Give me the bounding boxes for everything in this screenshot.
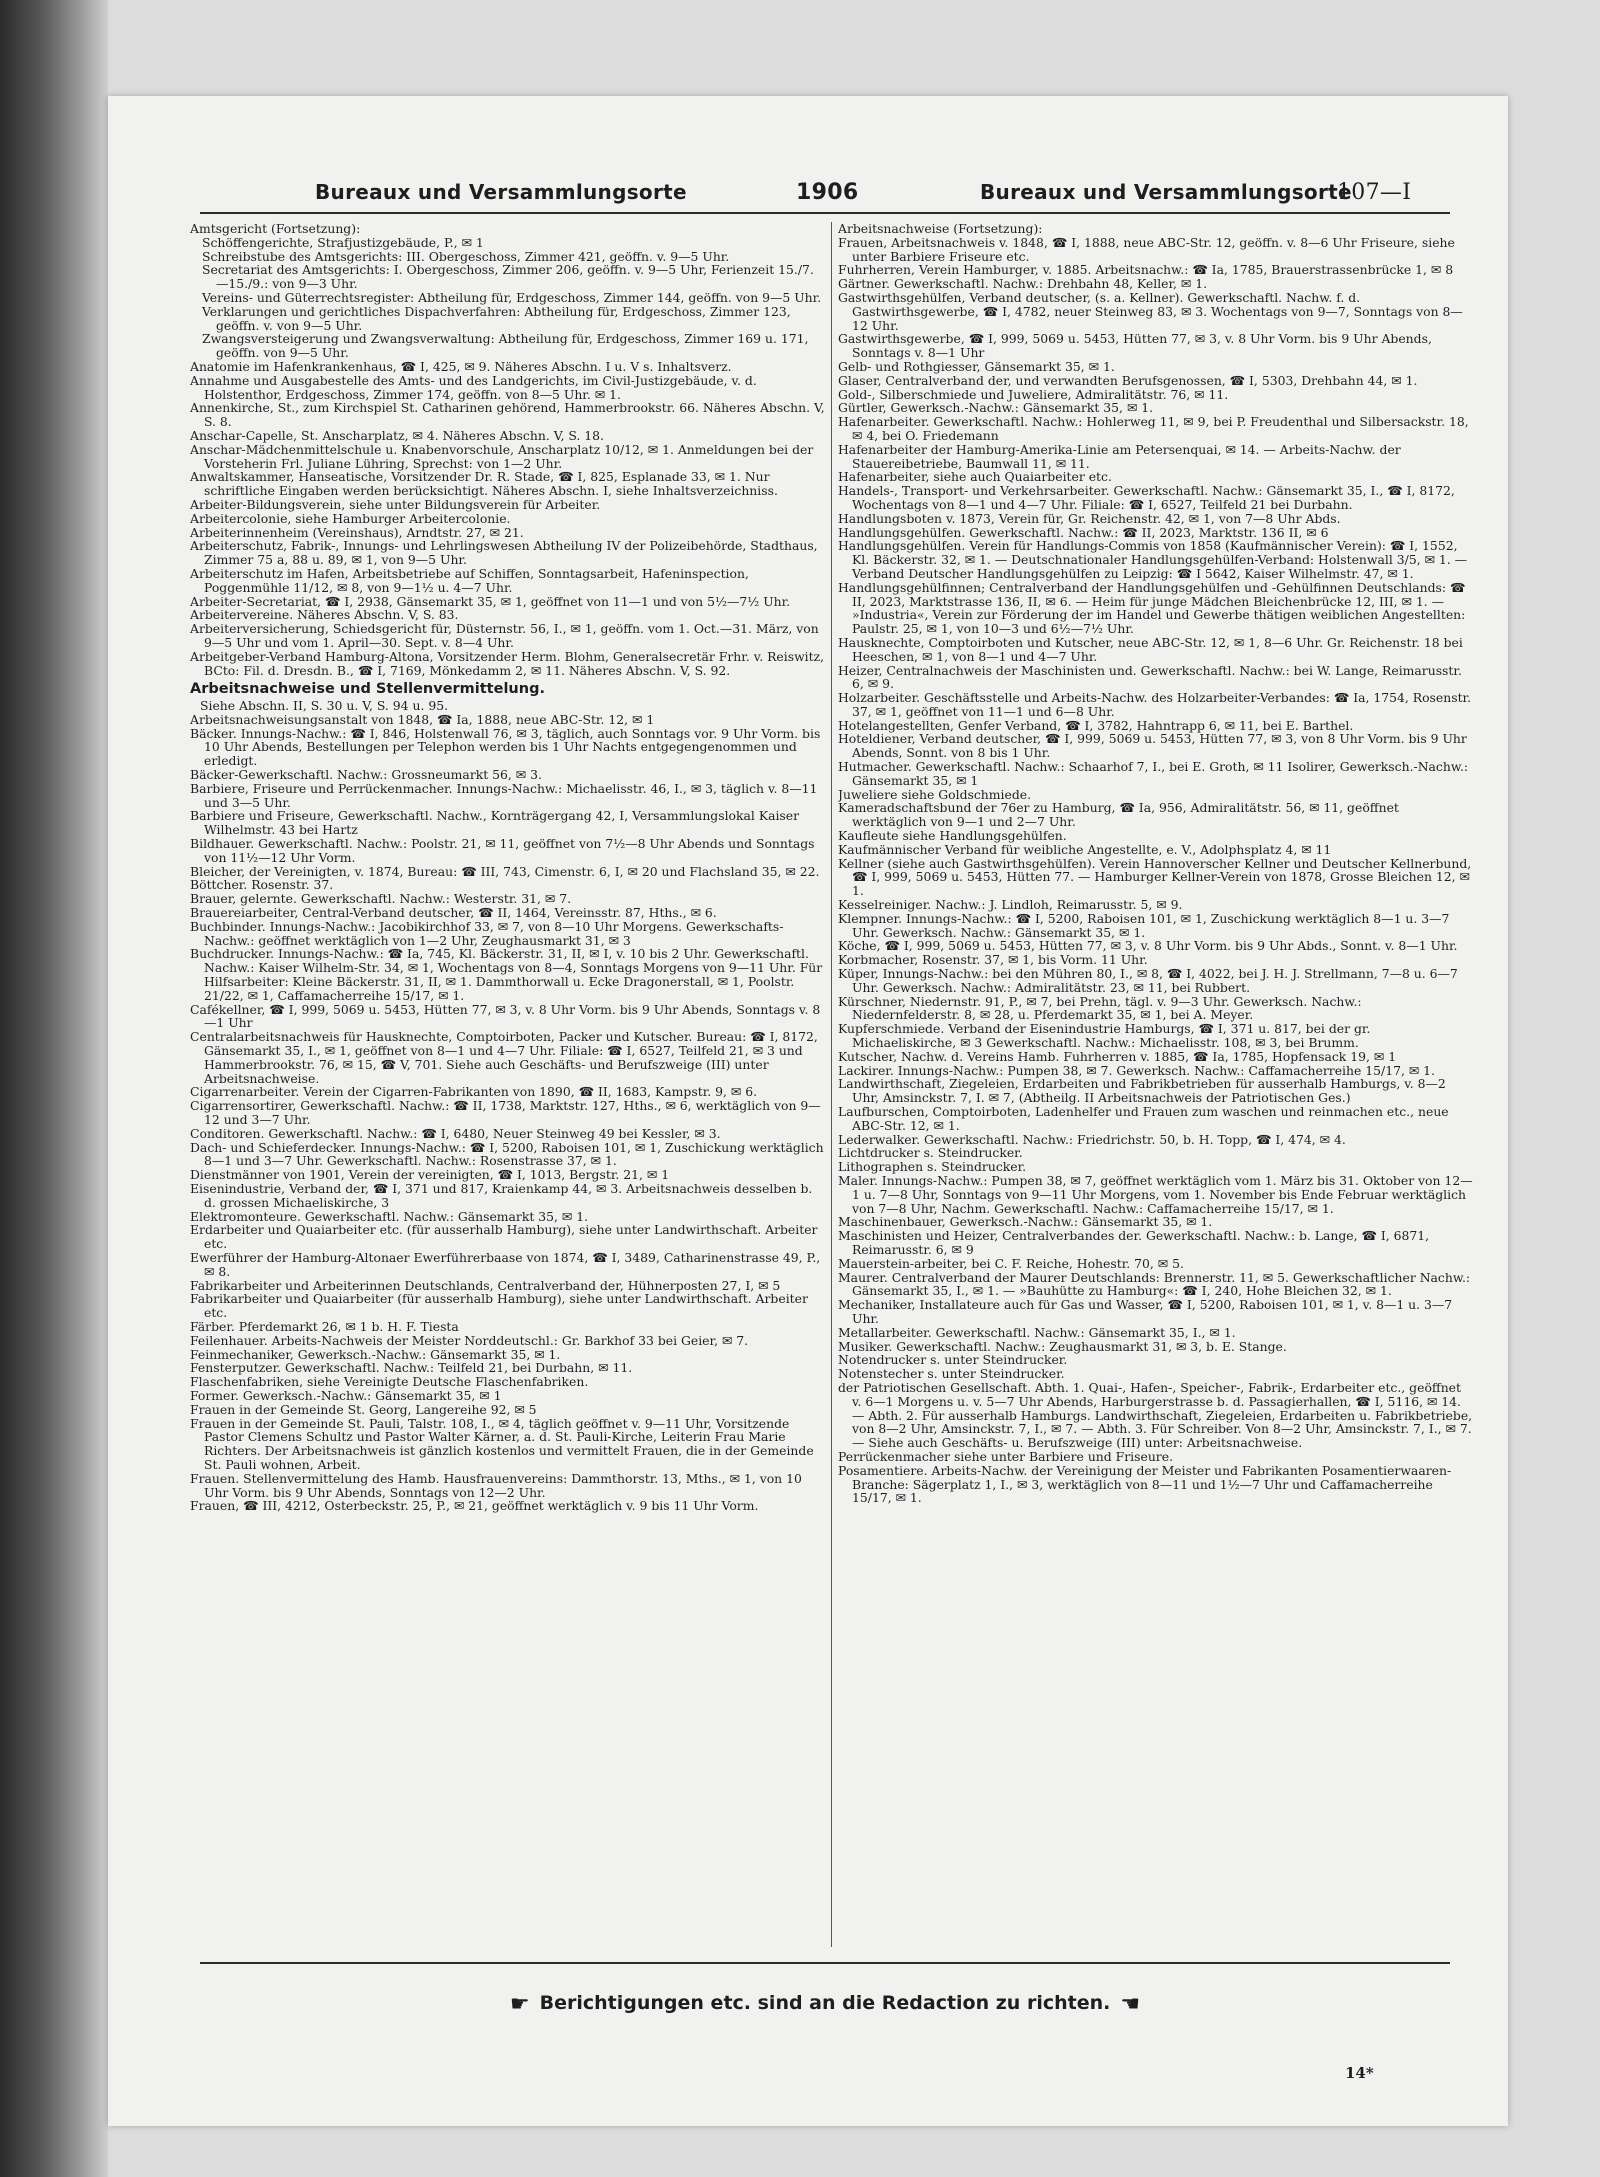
header-left-title: Bureaux und Versammlungsorte bbox=[315, 180, 687, 204]
header-page-ref: 107—I bbox=[1337, 180, 1412, 205]
left-entries-b bbox=[190, 713, 825, 1513]
entry: Gastwirthsgehülfen, Verband deutscher, (s. a. Kellner). Gewerkschaftl. Nachw. f. d. Gastwirthsgewerbe, ☎ I, 4782, neuer Steinweg 83, ✉ 3. Wochentags von 9—7, Sonntags von 8—12 Uhr. bbox=[838, 289, 1463, 333]
entry: Fensterputzer. Gewerkschaftl. Nachw.: Teilfeld 21, bei Durbahn, ✉ 11. bbox=[190, 1360, 633, 1376]
entry: Korbmacher, Rosenstr. 37, ✉ 1, bis Vorm. 11 Uhr. bbox=[838, 952, 1148, 968]
entry: Schreibstube des Amtsgerichts: III. Obergeschoss, Zimmer 421, geöffn. v. 9—5 Uhr. bbox=[202, 248, 730, 264]
entry: Gold-, Silberschmiede und Juweliere, Admiralitätstr. 76, ✉ 11. bbox=[838, 386, 1229, 402]
entry: Feilenhauer. Arbeits-Nachweis der Meister Norddeutschl.: Gr. Barkhof 33 bei Geier, ✉ 7. bbox=[190, 1332, 749, 1348]
entry: Juweliere siehe Goldschmiede. bbox=[838, 786, 1032, 802]
entry: Handlungsgehülfinnen; Centralverband der Handlungsgehülfen und -Gehülfinnen Deutschlands: ☎ II, 2023, Marktstrasse 136, II, ✉ 6. — Heim für junge Mädchen Bleichenbrücke 12, III, ✉ 1. — »Industria«, Verein zur Förderung der im Handel und Gewerbe thätigen weiblichen Angestellten: Paulstr. 25, ✉ 1, von 10—3 und 6½—7½ Uhr. bbox=[838, 579, 1466, 637]
entry: Hutmacher. Gewerkschaftl. Nachw.: Schaarhof 7, I., bei E. Groth, ✉ 11 Isolirer, Gewerksch.-Nachw.: Gänsemarkt 35, ✉ 1 bbox=[838, 759, 1469, 788]
entry: Dienstmänner von 1901, Verein der vereinigten, ☎ I, 1013, Bergstr. 21, ✉ 1 bbox=[190, 1167, 670, 1183]
entry: Kesselreiniger. Nachw.: J. Lindloh, Reimarusstr. 5, ✉ 9. bbox=[838, 897, 1183, 913]
entry: Hoteldiener, Verband deutscher, ☎ I, 999, 5069 u. 5453, Hütten 77, ✉ 3, von 8 Uhr Vorm. bis 9 Uhr Abends, Sonnt. von 8 bis 1 Uhr. bbox=[838, 731, 1467, 761]
entry: Gelb- und Rothgiesser, Gänsemarkt 35, ✉ 1. bbox=[838, 358, 1115, 374]
entry: Küper, Innungs-Nachw.: bei den Mühren 80, I., ✉ 8, ☎ I, 4022, bei J. H. J. Strellmann, 7—8 u. 6—7 Uhr. Gewerksch. Nachw.: Admiralitätstr. 23, ✉ 11, bei Rubbert. bbox=[838, 966, 1458, 995]
entry: Frauen in der Gemeinde St. Pauli, Talstr. 108, I., ✉ 4, täglich geöffnet v. 9—11 Uhr, Vorsitzende Pastor Clemens Schultz und Pastor Walter Kärner, a. d. St. Pauli-Kirche, Leiterin Frau Marie Richters. Der Arbeitsnachweis ist gänzlich kostenlos und vermittelt Frauen, die in der Gemeinde St. Pauli wohnen, Arbeit. bbox=[190, 1415, 814, 1472]
entry: Maurer. Centralverband der Maurer Deutschlands: Brennerstr. 11, ✉ 5. Gewerkschaftlicher Nachw.: Gänsemarkt 35, I., ✉ 1. — »Bauhütte zu Hamburg«: ☎ I, 240, Hohe Bleichen 32, ✉ 1. bbox=[838, 1269, 1471, 1299]
entry: Buchbinder. Innungs-Nachw.: Jacobikirchhof 33, ✉ 7, von 8—10 Uhr Morgens. Gewerkschafts-Nachw.: geöffnet werktäglich von 1—2 Uhr, Zeughausmarkt 31, ✉ 3 bbox=[190, 918, 784, 948]
pointing-hand-left-icon: ☚ bbox=[1120, 1992, 1141, 2017]
entry: Barbiere, Friseure und Perrückenmacher. Innungs-Nachw.: Michaelisstr. 46, I., ✉ 3, täglich v. 8—11 und 3—5 Uhr. bbox=[190, 780, 818, 810]
entry: Bäcker-Gewerkschaftl. Nachw.: Grossneumarkt 56, ✉ 3. bbox=[190, 767, 542, 783]
entry: Arbeitsnachweisungsanstalt von 1848, ☎ Ia, 1888, neue ABC-Str. 12, ✉ 1 bbox=[190, 711, 655, 727]
entry: Cafékellner, ☎ I, 999, 5069 u. 5453, Hütten 77, ✉ 3, v. 8 Uhr Vorm. bis 9 Uhr Abends, Sonntags v. 8—1 Uhr bbox=[190, 1001, 821, 1031]
left-column bbox=[190, 222, 825, 1947]
left-entries-a bbox=[190, 360, 825, 677]
entry: Anschar-Mädchenmittelschule u. Knabenvorschule, Anscharplatz 10/12, ✉ 1. Anmeldungen bei der Vorsteherin Frl. Juliane Lühring, Sprechst: von 1—2 Uhr. bbox=[190, 441, 814, 471]
entry: Fuhrherren, Verein Hamburger, v. 1885. Arbeitsnachw.: ☎ Ia, 1785, Brauerstrassenbrücke 1, ✉ 8 bbox=[838, 262, 1454, 278]
entry: Arbeiterversicherung, Schiedsgericht für, Düsternstr. 56, I., ✉ 1, geöffn. vom 1. Oct.—31. März, von 9—5 Uhr und vom 1. April—30. Sept. v. 8—4 Uhr. bbox=[190, 621, 819, 650]
entry: Fabrikarbeiter und Arbeiterinnen Deutschlands, Centralverband der, Hühnerposten 27, I, ✉ 5 bbox=[190, 1277, 781, 1293]
entry: Gürtler, Gewerksch.-Nachw.: Gänsemarkt 35, ✉ 1. bbox=[838, 400, 1154, 416]
entry: Handels-, Transport- und Verkehrsarbeiter. Gewerkschaftl. Nachw.: Gänsemarkt 35, I., ☎ I, 8172, Wochentags von 8—1 und 4—7 Uhr. Filiale: ☎ I, 6527, Teilfeld 21 bei Durbahn. bbox=[838, 483, 1455, 512]
entry: Arbeiterinnenheim (Vereinshaus), Arndtstr. 27, ✉ 21. bbox=[190, 524, 524, 540]
entry: Kameradschaftsbund der 76er zu Hamburg, ☎ Ia, 956, Admiralitätstr. 56, ✉ 11, geöffnet werktäglich von 9—1 und 2—7 Uhr. bbox=[838, 800, 1399, 830]
running-header bbox=[200, 180, 1450, 214]
footer-text: Berichtigungen etc. sind an die Redaction zu richten. bbox=[539, 1992, 1111, 2014]
entry: Erdarbeiter und Quaiarbeiter etc. (für ausserhalb Hamburg), siehe unter Landwirthschaft. Arbeiter etc. bbox=[190, 1222, 818, 1252]
entry: Hotelangestellten, Genfer Verband, ☎ I, 3782, Hahntrapp 6, ✉ 11, bei E. Barthel. bbox=[838, 717, 1354, 733]
page-number: 14* bbox=[1345, 2064, 1374, 2082]
entry: Frauen. Stellenvermittelung des Hamb. Hausfrauenvereins: Dammthorstr. 13, Mths., ✉ 1, von 10 Uhr Vorm. bis 9 Uhr Abends, Sonntags von 12—2 Uhr. bbox=[190, 1470, 802, 1500]
entry: Metallarbeiter. Gewerkschaftl. Nachw.: Gänsemarkt 35, I., ✉ 1. bbox=[838, 1324, 1236, 1340]
entry: Handlungsgehülfen. Gewerkschaftl. Nachw.: ☎ II, 2023, Marktstr. 136 II, ✉ 6 bbox=[838, 524, 1329, 540]
entry: Arbeiterschutz, Fabrik-, Innungs- und Lehrlingswesen Abtheilung IV der Polizeibehörde, Stadthaus, Zimmer 75 a, 88 u. 89, ✉ 1, von 9—5 Uhr. bbox=[190, 538, 818, 568]
entry: Former. Gewerksch.-Nachw.: Gänsemarkt 35, ✉ 1 bbox=[190, 1387, 502, 1403]
pointing-hand-icon: ☛ bbox=[509, 1992, 530, 2017]
entry: Musiker. Gewerkschaftl. Nachw.: Zeughausmarkt 31, ✉ 3, b. E. Stange. bbox=[838, 1338, 1287, 1354]
entry: Fabrikarbeiter und Quaiarbeiter (für ausserhalb Hamburg), siehe unter Landwirthschaft. Arbeiter etc. bbox=[190, 1291, 808, 1321]
entry: Ewerführer der Hamburg-Altonaer Ewerführerbaase von 1874, ☎ I, 3489, Catharinenstrasse 49, P., ✉ 8. bbox=[190, 1249, 821, 1279]
header-right-title: Bureaux und Versammlungsorte bbox=[980, 180, 1352, 204]
entry: Arbeiterschutz im Hafen, Arbeitsbetriebe auf Schiffen, Sonntagsarbeit, Hafeninspection, Poggenmühle 11/12, ✉ 8, von 9—1½ u. 4—7 Uhr. bbox=[190, 565, 749, 595]
entry: Brauereiarbeiter, Central-Verband deutscher, ☎ II, 1464, Vereinsstr. 87, Hths., ✉ 6. bbox=[190, 905, 717, 921]
entry: Buchdrucker. Innungs-Nachw.: ☎ Ia, 745, Kl. Bäckerstr. 31, II, ✉ I, v. 10 bis 2 Uhr. Gewerkschaftl. Nachw.: Kaiser Wilhelm-Str. 34, ✉ 1, Wochentags von 8—4, Sonntags Morgens von 9—11 Uhr. Für Hilfsarbeiter: Kleine Bäckerstr. 31, II, ✉ 1. Dammthorwall u. Ecke Dragonerstall, ✉ 1, Poolstr. 21/22, ✉ 1, Caffamacherreihe 15/17, ✉ 1. bbox=[190, 946, 823, 1003]
footer-notice bbox=[200, 1992, 1450, 2028]
entry: Eisenindustrie, Verband der, ☎ I, 371 und 817, Kraienkamp 44, ✉ 3. Arbeitsnachweis desselben b. d. grossen Michaeliskirche, 3 bbox=[190, 1180, 813, 1210]
entry: Maler. Innungs-Nachw.: Pumpen 38, ✉ 7, geöffnet werktäglich vom 1. März bis 31. Oktober von 12—1 u. 7—8 Uhr, Sonntags von 9—11 Uhr Morgens, vom 1. November bis Ende Februar werktäglich von 7—8 Uhr, Nachm. Gewerkschaftl. Nachw.: Caffamacherreihe 15/17, ✉ 1. bbox=[838, 1172, 1473, 1216]
book-gutter bbox=[0, 0, 108, 2177]
entry: Vereins- und Güterrechtsregister: Abtheilung für, Erdgeschoss, Zimmer 144, geöffn. von 9—5 Uhr. bbox=[202, 289, 822, 305]
entry: Barbiere und Friseure, Gewerkschaftl. Nachw., Kornträgergang 42, I, Versammlungslokal Kaiser Wilhelmstr. 43 bei Hartz bbox=[190, 808, 800, 838]
entry: Laufburschen, Comptoirboten, Ladenhelfer und Frauen zum waschen und reinmachen etc., neue ABC-Str. 12, ✉ 1. bbox=[838, 1104, 1449, 1133]
entry: Lackirer. Innungs-Nachw.: Pumpen 38, ✉ 7. Gewerksch. Nachw.: Caffamacherreihe 15/17, ✉ 1. bbox=[838, 1062, 1435, 1078]
entry: Dach- und Schieferdecker. Innungs-Nachw.: ☎ I, 5200, Raboisen 101, ✉ 1, Zuschickung werktäglich 8—1 und 3—7 Uhr. Gewerkschaftl. Nachw.: Rosenstrasse 37, ✉ 1. bbox=[190, 1139, 824, 1169]
footer-rule bbox=[200, 1962, 1450, 1964]
entry: Mauerstein-arbeiter, bei C. F. Reiche, Hohestr. 70, ✉ 5. bbox=[838, 1255, 1184, 1271]
entry: Feinmechaniker, Gewerksch.-Nachw.: Gänsemarkt 35, ✉ 1. bbox=[190, 1346, 561, 1362]
entry: Bleicher, der Vereinigten, v. 1874, Bureau: ☎ III, 743, Cimenstr. 6, I, ✉ 20 und Flachsland 35, ✉ 22. bbox=[190, 863, 820, 879]
entry: Lederwalker. Gewerkschaftl. Nachw.: Friedrichstr. 50, b. H. Topp, ☎ I, 474, ✉ 4. bbox=[838, 1131, 1346, 1147]
entry: Anschar-Capelle, St. Anscharplatz, ✉ 4. Näheres Abschn. V, S. 18. bbox=[190, 427, 604, 443]
entry: Flaschenfabriken, siehe Vereinigte Deutsche Flaschenfabriken. bbox=[190, 1374, 589, 1390]
entry: Kellner (siehe auch Gastwirthsgehülfen). Verein Hannoverscher Kellner und Deutscher Kellnerbund, ☎ I, 999, 5069 u. 5453, Hütten 77. — Hamburger Kellner-Verein von 1878, Grosse Bleichen 12, ✉ 1. bbox=[838, 855, 1472, 899]
entry: Hausknechte, Comptoirboten und Kutscher, neue ABC-Str. 12, ✉ 1, 8—6 Uhr. Gr. Reichenstr. 18 bei Heeschen, ✉ 1, von 8—1 und 4—7 Uhr. bbox=[838, 634, 1463, 664]
entry: Posamentiere. Arbeits-Nachw. der Vereinigung der Meister und Fabrikanten Posamentierwaaren-Branche: Sägerplatz 1, I., ✉ 3, werktäglich von 8—11 und 1½—7 Uhr und Caffamacherreihe 15/17, ✉ 1. bbox=[838, 1462, 1452, 1506]
entry: Cigarrensortirer, Gewerkschaftl. Nachw.: ☎ II, 1738, Marktstr. 127, Hths., ✉ 6, werktäglich von 9—12 und 3—7 Uhr. bbox=[190, 1098, 821, 1127]
entry: Annenkirche, St., zum Kirchspiel St. Catharinen gehörend, Hammerbrookstr. 66. Näheres Abschn. V, S. 8. bbox=[190, 400, 825, 430]
entry: Lichtdrucker s. Steindrucker. bbox=[838, 1145, 1023, 1161]
amtsgericht-list bbox=[190, 236, 825, 360]
entry: Elektromonteure. Gewerkschaftl. Nachw.: Gänsemarkt 35, ✉ 1. bbox=[190, 1208, 589, 1224]
entry: Zwangsversteigerung und Zwangsverwaltung: Abtheilung für, Erdgeschoss, Zimmer 169 u. 171, geöffn. von 9—5 Uhr. bbox=[202, 331, 809, 361]
right-entries bbox=[838, 236, 1473, 1505]
entry: Frauen in der Gemeinde St. Georg, Langereihe 92, ✉ 5 bbox=[190, 1401, 537, 1417]
entry: Arbeitgeber-Verband Hamburg-Altona, Vorsitzender Herm. Blohm, Generalsecretär Frhr. v. Reiswitz, BCto: Fil. d. Dresdn. B., ☎ I, 7169, Mönkedamm 2, ✉ 11. Näheres Abschn. V, S. 92. bbox=[190, 648, 825, 678]
entry: Kaufleute siehe Handlungsgehülfen. bbox=[838, 828, 1067, 844]
section-reference: Siehe Abschn. II, S. 30 u. V, S. 94 u. 95. bbox=[200, 698, 449, 714]
entry: Notenstecher s. unter Steindrucker. bbox=[838, 1366, 1065, 1382]
entry: Kürschner, Niedernstr. 91, P., ✉ 7, bei Prehn, tägl. v. 9—3 Uhr. Gewerksch. Nachw.: Niedernfelderstr. 8, ✉ 28, u. Pferdemarkt 35, ✉ 1, bei A. Meyer. bbox=[838, 993, 1362, 1023]
entry: Anwaltskammer, Hanseatische, Vorsitzender Dr. R. Stade, ☎ I, 825, Esplanade 33, ✉ 1. Nur schriftliche Eingaben werden berücksichtigt. Näheres Abschn. I, siehe Inhaltsverzeichniss. bbox=[190, 469, 778, 499]
entry: Gastwirthsgewerbe, ☎ I, 999, 5069 u. 5453, Hütten 77, ✉ 3, v. 8 Uhr Vorm. bis 9 Uhr Abends, Sonntags v. 8—1 Uhr bbox=[838, 331, 1432, 361]
entry: Frauen, Arbeitsnachweis v. 1848, ☎ I, 1888, neue ABC-Str. 12, geöffn. v. 8—6 Uhr Friseure, siehe unter Barbiere Friseure etc. bbox=[838, 234, 1455, 264]
entry: Arbeiter-Bildungsverein, siehe unter Bildungsverein für Arbeiter. bbox=[190, 496, 601, 512]
entry: Annahme und Ausgabestelle des Amts- und des Landgerichts, im Civil-Justizgebäude, v. d. Holstenthor, Erdgeschoss, Zimmer 174, geöffn. von 8—5 Uhr. ✉ 1. bbox=[190, 372, 757, 402]
right-continuation-head: Arbeitsnachweise (Fortsetzung): bbox=[838, 222, 1043, 236]
column-divider bbox=[831, 222, 832, 1947]
entry: Färber. Pferdemarkt 26, ✉ 1 b. H. F. Tiesta bbox=[190, 1318, 459, 1334]
entry: Conditoren. Gewerkschaftl. Nachw.: ☎ I, 6480, Neuer Steinweg 49 bei Kessler, ✉ 3. bbox=[190, 1125, 721, 1141]
header-year: 1906 bbox=[796, 180, 859, 205]
entry: Kupferschmiede. Verband der Eisenindustrie Hamburgs, ☎ I, 371 u. 817, bei der gr. Michaeliskirche, ✉ 3 Gewerkschaftl. Nachw.: Michaelisstr. 108, ✉ 3, bei Brumm. bbox=[838, 1021, 1371, 1051]
entry: Maschinenbauer, Gewerksch.-Nachw.: Gänsemarkt 35, ✉ 1. bbox=[838, 1214, 1213, 1230]
entry: Handlungsgehülfen. Verein für Handlungs-Commis von 1858 (Kaufmännischer Verein): ☎ I, 1552, Kl. Bäckerstr. 32, ✉ 1. — Deutschnationaler Handlungsgehülfen-Verband: Holstenwall 3/5, ✉ 1. — Verband Deutscher Handlungsgehülfen zu Leipzig: ☎ I 5642, Kaiser Wilhelmstr. 47, ✉ 1. bbox=[838, 538, 1468, 581]
entry: Böttcher. Rosenstr. 37. bbox=[190, 877, 334, 893]
entry: Arbeiter-Secretariat, ☎ I, 2938, Gänsemarkt 35, ✉ 1, geöffnet von 11—1 und von 5½—7½ Uhr. bbox=[190, 593, 791, 609]
entry: Arbeitercolonie, siehe Hamburger Arbeitercolonie. bbox=[190, 510, 511, 526]
entry: Brauer, gelernte. Gewerkschaftl. Nachw.: Westerstr. 31, ✉ 7. bbox=[190, 891, 572, 907]
entry: Holzarbeiter. Geschäftsstelle und Arbeits-Nachw. des Holzarbeiter-Verbandes: ☎ Ia, 1754, Rosenstr. 37, ✉ 1, geöffnet von 11—1 und 6—8 Uhr. bbox=[838, 690, 1472, 719]
entry: Köche, ☎ I, 999, 5069 u. 5453, Hütten 77, ✉ 3, v. 8 Uhr Vorm. bis 9 Uhr Abds., Sonnt. v. 8—1 Uhr. bbox=[838, 938, 1458, 954]
entry: Landwirthschaft, Ziegeleien, Erdarbeiten und Fabrikbetrieben für ausserhalb Hamburgs, v. 8—2 Uhr, Amsinckstr. 7, I. ✉ 7, (Abtheilg. II Arbeitsnachweis der Patriotischen Ges.) bbox=[838, 1076, 1446, 1106]
right-column bbox=[838, 222, 1473, 1947]
entry: Schöffengerichte, Strafjustizgebäude, P., ✉ 1 bbox=[202, 234, 484, 250]
entry: Arbeitervereine. Näheres Abschn. V, S. 83. bbox=[190, 607, 459, 623]
entry: Klempner. Innungs-Nachw.: ☎ I, 5200, Raboisen 101, ✉ 1, Zuschickung werktäglich 8—1 u. 3—7 Uhr. Gewerksch. Nachw.: Gänsemarkt 35, ✉ 1. bbox=[838, 910, 1450, 940]
entry: Cigarrenarbeiter. Verein der Cigarren-Fabrikanten von 1890, ☎ II, 1683, Kampstr. 9, ✉ 6. bbox=[190, 1084, 758, 1100]
entry: Hafenarbeiter. Gewerkschaftl. Nachw.: Hohlerweg 11, ✉ 9, bei P. Freudenthal und Silbersackstr. 18, ✉ 4, bei O. Friedemann bbox=[838, 414, 1469, 443]
entry: Centralarbeitsnachweis für Hausknechte, Comptoirboten, Packer und Kutscher. Bureau: ☎ I, 8172, Gänsemarkt 35, I., ✉ 1, geöffnet von 8—1 und 4—7 Uhr. Filiale: ☎ I, 6527, Teilfeld 21, ✉ 3 und Hammerbrookstr. 76, ✉ 15, ☎ V, 701. Siehe auch Geschäfts- und Berufszweige (III) unter Arbeitsnachweise. bbox=[190, 1029, 818, 1086]
section-heading: Arbeitsnachweise und Stellenvermittelung. bbox=[190, 681, 545, 698]
entry: Anatomie im Hafenkrankenhaus, ☎ I, 425, ✉ 9. Näheres Abschn. I u. V s. Inhaltsverz. bbox=[190, 358, 732, 374]
entry: Hafenarbeiter, siehe auch Quaiarbeiter etc. bbox=[838, 469, 1112, 485]
entry: Verklarungen und gerichtliches Dispachverfahren: Abtheilung für, Erdgeschoss, Zimmer 123, geöffn. v. von 9—5 Uhr. bbox=[202, 303, 791, 333]
entry: Frauen, ☎ III, 4212, Osterbeckstr. 25, P., ✉ 21, geöffnet werktäglich v. 9 bis 11 Uhr Vorm. bbox=[190, 1498, 759, 1514]
entry: Perrückenmacher siehe unter Barbiere und Friseure. bbox=[838, 1448, 1174, 1464]
entry: Glaser, Centralverband der, und verwandten Berufsgenossen, ☎ I, 5303, Drehbahn 44, ✉ 1. bbox=[838, 372, 1418, 388]
entry: Gärtner. Gewerkschaftl. Nachw.: Drehbahn 48, Keller, ✉ 1. bbox=[838, 276, 1208, 292]
entry: Secretariat des Amtsgerichts: I. Obergeschoss, Zimmer 206, geöffn. v. 9—5 Uhr, Ferienzeit 15./7.—15./9.: von 9—3 Uhr. bbox=[202, 262, 814, 292]
entry: Bäcker. Innungs-Nachw.: ☎ I, 846, Holstenwall 76, ✉ 3, täglich, auch Sonntags vor. 9 Uhr Vorm. bis 10 Uhr Abends, Bestellungen per Telephon werden bis 1 Uhr Nachts entgegengenommen und erledigt. bbox=[190, 725, 821, 769]
entry: Heizer, Centralnachweis der Maschinisten und. Gewerkschaftl. Nachw.: bei W. Lange, Reimarusstr. 6, ✉ 9. bbox=[838, 662, 1462, 692]
entry: Kutscher, Nachw. d. Vereins Hamb. Fuhrherren v. 1885, ☎ Ia, 1785, Hopfensack 19, ✉ 1 bbox=[838, 1048, 1397, 1064]
entry: Handlungsboten v. 1873, Verein für, Gr. Reichenstr. 42, ✉ 1, von 7—8 Uhr Abds. bbox=[838, 510, 1341, 526]
entry: Bildhauer. Gewerkschaftl. Nachw.: Poolstr. 21, ✉ 11, geöffnet von 7½—8 Uhr Abends und Sonntags von 11½—12 Uhr Vorm. bbox=[190, 836, 815, 865]
entry: Lithographen s. Steindrucker. bbox=[838, 1159, 1027, 1175]
entry: Maschinisten und Heizer, Centralverbandes der. Gewerkschaftl. Nachw.: b. Lange, ☎ I, 6871, Reimarusstr. 6, ✉ 9 bbox=[838, 1228, 1430, 1257]
entry: Kaufmännischer Verband für weibliche Angestellte, e. V., Adolphsplatz 4, ✉ 11 bbox=[838, 841, 1332, 857]
entry: Mechaniker, Installateure auch für Gas und Wasser, ☎ I, 5200, Raboisen 101, ✉ 1, v. 8—1 u. 3—7 Uhr. bbox=[838, 1297, 1453, 1326]
left-continuation-head: Amtsgericht (Fortsetzung): bbox=[190, 222, 361, 236]
header-rule bbox=[200, 212, 1450, 214]
entry: Notendrucker s. unter Steindrucker. bbox=[838, 1352, 1068, 1368]
entry: Hafenarbeiter der Hamburg-Amerika-Linie am Petersenquai, ✉ 14. — Arbeits-Nachw. der Stauereibetriebe, Baumwall 11, ✉ 11. bbox=[838, 441, 1401, 471]
entry: der Patriotischen Gesellschaft. Abth. 1. Quai-, Hafen-, Speicher-, Fabrik-, Erdarbeiter etc., geöffnet v. 6—1 Morgens u. v. 5—7 Uhr Abends, Harburgerstrasse b. d. Passagierhallen, ☎ I, 5116, ✉ 14. — Abth. 2. Für ausserhalb Hamburgs. Landwirthschaft, Ziegeleien, Erdarbeiten u. Fabrikbetriebe, von 8—2 Uhr, Amsinckstr. 7, I., ✉ 7. — Abth. 3. Für Schreiber. Von 8—2 Uhr, Amsinckstr. 7, I., ✉ 7. — Siehe auch Geschäfts- u. Berufszweige (III) unter: Arbeitsnachweise. bbox=[838, 1379, 1473, 1451]
